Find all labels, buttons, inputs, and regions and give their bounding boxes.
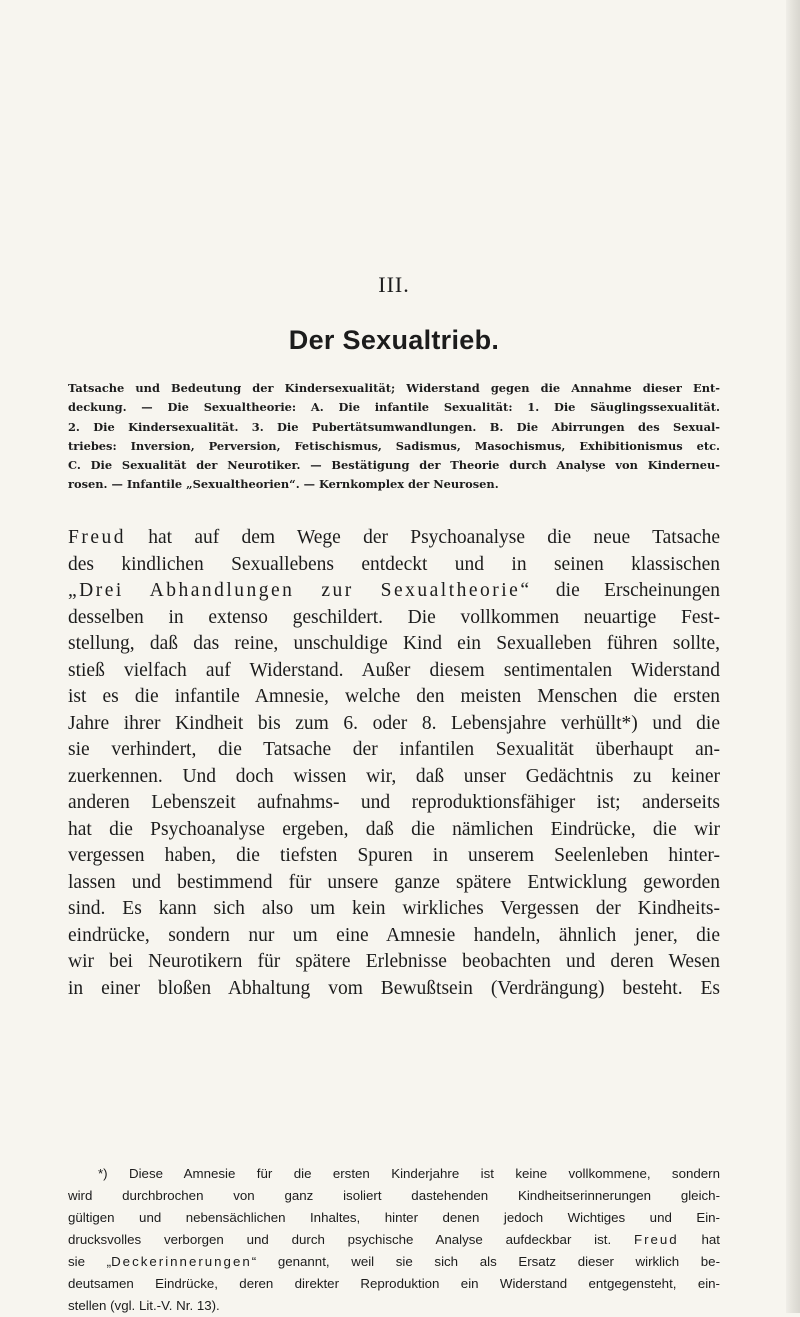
term-deckerinnerungen: Deckerinnerungen <box>111 1254 252 1269</box>
body-line-text: die Erscheinungen <box>531 580 720 601</box>
footnote-line: gültigen und nebensächlichen Inhaltes, hinter denen jedoch Wichtiges und Ein- <box>68 1210 720 1225</box>
body-paragraph <box>68 525 720 1002</box>
body-line <box>68 525 720 552</box>
body-line: sie verhindert, die Tatsache der infantilen Sexualität überhaupt an- <box>68 739 720 760</box>
chapter-summary <box>68 379 720 495</box>
body-line: Jahre ihrer Kindheit bis zum 6. oder 8. Lebensjahre verhüllt*) und die <box>68 712 720 734</box>
summary-line: deckung. — Die Sexualtheorie: A. Die infantile Sexualität: 1. Die Säuglingssexualität. <box>68 400 720 415</box>
footnote-line <box>68 1229 720 1251</box>
body-line: des kindlichen Sexuallebens entdeckt und in seinen klassischen <box>68 553 720 575</box>
body-line-text: hat auf dem Wege der Psychoanalyse die neue Tatsache <box>126 527 720 548</box>
footnote-line: deutsamen Eindrücke, deren direkter Reproduktion ein Widerstand entgegensteht, ein- <box>68 1276 720 1291</box>
body-line: stellung, daß das reine, unschuldige Kind ein Sexualleben führen sollte, <box>68 633 720 654</box>
footnote-text: hat <box>678 1232 720 1247</box>
summary-line: rosen. — Infantile „Sexualtheorien“. — Kernkomplex der Neurosen. <box>68 477 499 492</box>
author-name: Freud <box>633 1232 679 1247</box>
book-title: „Drei Abhandlungen zur Sexualtheorie“ <box>68 580 532 601</box>
body-line: lassen und bestimmend für unsere ganze spätere Entwicklung geworden <box>68 871 720 893</box>
body-line: stieß vielfach auf Widerstand. Außer diesem sentimentalen Widerstand <box>68 659 720 681</box>
chapter-number: III. <box>378 272 410 297</box>
author-name: Freud <box>68 527 126 548</box>
footnote-line: stellen (vgl. Lit.-V. Nr. 13). <box>68 1298 220 1313</box>
chapter-title: Der Sexualtrieb. <box>288 325 500 355</box>
body-line: in einer bloßen Abhaltung vom Bewußtsein (Verdrängung) besteht. Es <box>68 977 720 999</box>
body-line: hat die Psychoanalyse ergeben, daß die nämlichen Eindrücke, die wir <box>68 818 720 840</box>
footnote-text: sie „ <box>68 1254 112 1269</box>
body-line: sind. Es kann sich also um kein wirkliches Vergessen der Kindheits- <box>68 898 720 919</box>
footnote <box>68 1163 720 1317</box>
footnote-line: *) Diese Amnesie für die ersten Kinderjahre ist keine vollkommene, sondern <box>98 1166 720 1181</box>
body-line <box>68 578 720 605</box>
page-edge-shadow <box>786 0 800 1313</box>
body-line: zuerkennen. Und doch wissen wir, daß unser Gedächtnis zu keiner <box>68 765 720 787</box>
body-line: wir bei Neurotikern für spätere Erlebnisse beobachten und deren Wesen <box>68 951 720 972</box>
footnote-line <box>68 1251 720 1273</box>
summary-line: Tatsache und Bedeutung der Kindersexualität; Widerstand gegen die Annahme dieser Ent- <box>68 381 720 395</box>
body-line: anderen Lebenszeit aufnahms- und reproduktionsfähiger ist; anderseits <box>68 792 720 813</box>
summary-line: triebes: Inversion, Perversion, Fetischismus, Sadismus, Masochismus, Exhibitionismus etc. <box>68 438 720 453</box>
footnote-text: drucksvolles verborgen und durch psychische Analyse aufdeckbar ist. <box>68 1232 634 1247</box>
body-line: eindrücke, sondern nur um eine Amnesie handeln, ähnlich jener, die <box>68 924 720 946</box>
body-line: desselben in extenso geschildert. Die vollkommen neuartige Fest- <box>68 606 720 628</box>
summary-line: C. Die Sexualität der Neurotiker. — Bestätigung der Theorie durch Analyse von Kinderneu- <box>68 458 720 473</box>
body-line: vergessen haben, die tiefsten Spuren in unserem Seelenleben hinter- <box>68 845 720 866</box>
footnote-line: wird durchbrochen von ganz isoliert dastehenden Kindheitserinnerungen gleich- <box>68 1188 720 1203</box>
summary-line: 2. Die Kindersexualität. 3. Die Pubertätsumwandlungen. B. Die Abirrungen des Sexual- <box>68 419 720 434</box>
body-line: ist es die infantile Amnesie, welche den meisten Menschen die ersten <box>68 686 720 707</box>
footnote-text: “ genannt, weil sie sich als Ersatz dieser wirklich be- <box>251 1254 720 1269</box>
